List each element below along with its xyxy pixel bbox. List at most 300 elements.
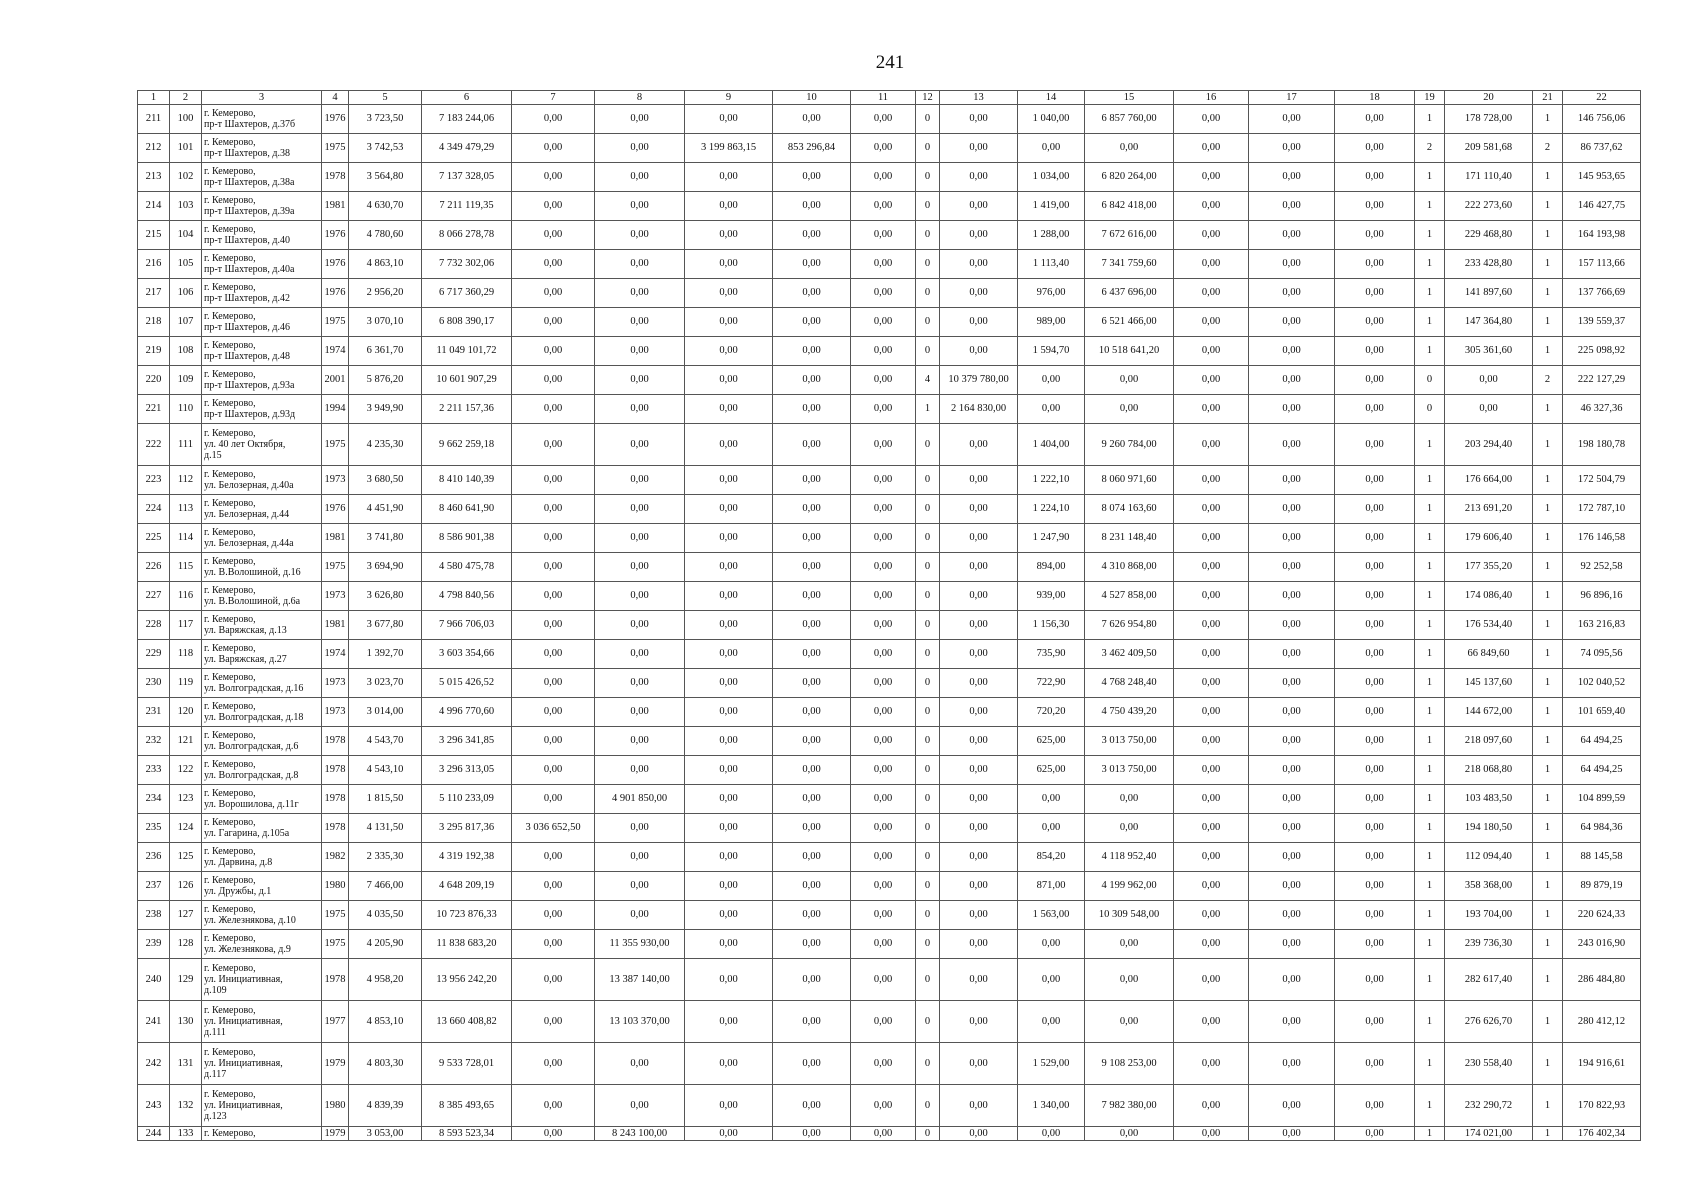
- table-cell: 0: [916, 1127, 940, 1141]
- table-cell: 0,00: [851, 308, 916, 337]
- table-cell: 0,00: [595, 279, 685, 308]
- table-cell: 216: [138, 250, 170, 279]
- table-cell: 1: [1533, 814, 1563, 843]
- table-cell: 0,00: [1249, 1043, 1335, 1085]
- table-cell: 1975: [322, 553, 349, 582]
- table-cell: 0,00: [512, 163, 595, 192]
- address-line: пр-т Шахтеров, д.37б: [204, 119, 296, 130]
- table-cell: 4 131,50: [349, 814, 422, 843]
- table-cell: 0,00: [1249, 785, 1335, 814]
- table-cell: 171 110,40: [1445, 163, 1533, 192]
- table-cell: 7 982 380,00: [1085, 1085, 1174, 1127]
- table-cell: 0,00: [1335, 553, 1415, 582]
- table-cell: 0,00: [685, 930, 773, 959]
- table-cell: 1: [1533, 843, 1563, 872]
- table-cell: 0,00: [685, 524, 773, 553]
- table-cell: 177 355,20: [1445, 553, 1533, 582]
- table-cell: 0,00: [773, 105, 851, 134]
- table-cell: 0,00: [595, 814, 685, 843]
- table-cell: 0,00: [1335, 163, 1415, 192]
- table-cell: 0,00: [1085, 814, 1174, 843]
- table-cell: 0,00: [773, 727, 851, 756]
- table-cell: 1: [1533, 698, 1563, 727]
- table-cell: 0,00: [1249, 495, 1335, 524]
- table-cell: 0,00: [595, 727, 685, 756]
- table-cell: 7 341 759,60: [1085, 250, 1174, 279]
- table-cell: 0,00: [1174, 105, 1249, 134]
- column-header: 11: [851, 91, 916, 105]
- table-cell: 280 412,12: [1563, 1001, 1641, 1043]
- table-cell: 209 581,68: [1445, 134, 1533, 163]
- table-cell: 0,00: [595, 1085, 685, 1127]
- table-cell: 0,00: [940, 901, 1018, 930]
- table-cell: 226: [138, 553, 170, 582]
- table-cell: 6 717 360,29: [422, 279, 512, 308]
- table-cell: 8 074 163,60: [1085, 495, 1174, 524]
- table-cell: 1: [1415, 901, 1445, 930]
- table-cell: 0,00: [1249, 308, 1335, 337]
- table-cell: 0,00: [685, 495, 773, 524]
- table-cell: 0,00: [1174, 901, 1249, 930]
- address-line: пр-т Шахтеров, д.40а: [204, 264, 295, 275]
- table-cell: 1: [1533, 1043, 1563, 1085]
- column-header: 9: [685, 91, 773, 105]
- table-cell: 0,00: [1018, 959, 1085, 1001]
- address-line: пр-т Шахтеров, д.46: [204, 322, 290, 333]
- table-cell: 0,00: [1018, 1127, 1085, 1141]
- table-cell: 218: [138, 308, 170, 337]
- table-cell: 735,90: [1018, 640, 1085, 669]
- column-header: 17: [1249, 91, 1335, 105]
- address-line: г. Кемерово,: [204, 469, 256, 480]
- table-cell: 231: [138, 698, 170, 727]
- address-cell: [202, 308, 322, 337]
- column-header: 1: [138, 91, 170, 105]
- table-cell: 222 127,29: [1563, 366, 1641, 395]
- table-cell: 1973: [322, 466, 349, 495]
- table-cell: 0,00: [1018, 785, 1085, 814]
- table-cell: 2001: [322, 366, 349, 395]
- table-cell: 1981: [322, 192, 349, 221]
- table-cell: 123: [170, 785, 202, 814]
- table-cell: 1: [1533, 930, 1563, 959]
- table-cell: 1981: [322, 524, 349, 553]
- table-cell: 66 849,60: [1445, 640, 1533, 669]
- table-cell: 1: [1415, 337, 1445, 366]
- table-cell: 0,00: [851, 134, 916, 163]
- table-cell: 0,00: [851, 843, 916, 872]
- table-cell: 7 211 119,35: [422, 192, 512, 221]
- address-line: г. Кемерово,: [204, 1128, 256, 1139]
- table-cell: 0,00: [512, 843, 595, 872]
- address-cell: [202, 221, 322, 250]
- table-cell: 112: [170, 466, 202, 495]
- address-line: ул. Белозерная, д.44а: [204, 538, 294, 549]
- table-cell: 0: [916, 279, 940, 308]
- table-cell: 1: [1415, 727, 1445, 756]
- table-cell: 0,00: [1249, 959, 1335, 1001]
- table-cell: 0,00: [1249, 105, 1335, 134]
- table-cell: 119: [170, 669, 202, 698]
- table-cell: 0,00: [773, 308, 851, 337]
- table-cell: 4 199 962,00: [1085, 872, 1174, 901]
- table-cell: 0: [916, 640, 940, 669]
- table-cell: 0,00: [685, 553, 773, 582]
- table-cell: 0,00: [940, 669, 1018, 698]
- table-cell: 0,00: [512, 337, 595, 366]
- table-cell: 104: [170, 221, 202, 250]
- table-cell: 0,00: [1335, 366, 1415, 395]
- table-cell: 0,00: [773, 901, 851, 930]
- table-cell: 2: [1415, 134, 1445, 163]
- table-cell: 0,00: [1085, 1127, 1174, 1141]
- table-cell: 8 410 140,39: [422, 466, 512, 495]
- table-cell: 1: [1533, 785, 1563, 814]
- table-cell: 0,00: [1249, 134, 1335, 163]
- table-cell: 1974: [322, 337, 349, 366]
- address-cell: [202, 105, 322, 134]
- table-cell: 3 741,80: [349, 524, 422, 553]
- table-cell: 114: [170, 524, 202, 553]
- table-cell: 0,00: [940, 495, 1018, 524]
- table-cell: 0,00: [595, 698, 685, 727]
- table-row: [138, 1127, 1641, 1141]
- address-line: г. Кемерово,: [204, 108, 256, 119]
- table-cell: 0,00: [851, 959, 916, 1001]
- table-cell: 625,00: [1018, 756, 1085, 785]
- table-cell: 0,00: [512, 582, 595, 611]
- table-cell: 217: [138, 279, 170, 308]
- table-cell: 1: [916, 395, 940, 424]
- table-cell: 108: [170, 337, 202, 366]
- table-row: [138, 959, 1641, 1001]
- table-cell: 1978: [322, 163, 349, 192]
- table-cell: 1976: [322, 105, 349, 134]
- table-cell: 105: [170, 250, 202, 279]
- column-header: 12: [916, 91, 940, 105]
- table-cell: 0,00: [773, 669, 851, 698]
- table-cell: 0,00: [685, 1127, 773, 1141]
- table-cell: 0,00: [1335, 640, 1415, 669]
- table-cell: 0,00: [595, 524, 685, 553]
- table-cell: 1973: [322, 582, 349, 611]
- table-cell: 224: [138, 495, 170, 524]
- table-cell: 227: [138, 582, 170, 611]
- address-line: г. Кемерово,: [204, 614, 256, 625]
- address-line: г. Кемерово,: [204, 1047, 256, 1058]
- table-cell: 0,00: [773, 250, 851, 279]
- table-cell: 0,00: [1174, 250, 1249, 279]
- table-cell: 2 335,30: [349, 843, 422, 872]
- table-cell: 193 704,00: [1445, 901, 1533, 930]
- table-cell: 0,00: [512, 495, 595, 524]
- table-cell: 0,00: [685, 669, 773, 698]
- table-cell: 0: [916, 843, 940, 872]
- table-cell: 0,00: [1174, 785, 1249, 814]
- table-cell: 1: [1415, 250, 1445, 279]
- table-cell: 0,00: [773, 1085, 851, 1127]
- table-cell: 0,00: [1174, 395, 1249, 424]
- table-cell: 0,00: [1335, 1085, 1415, 1127]
- table-cell: 0,00: [773, 640, 851, 669]
- column-header: 6: [422, 91, 512, 105]
- address-line: пр-т Шахтеров, д.38: [204, 148, 290, 159]
- table-cell: 0,00: [851, 163, 916, 192]
- address-line: ул. Варяжская, д.13: [204, 625, 287, 636]
- table-cell: 240: [138, 959, 170, 1001]
- table-cell: 10 723 876,33: [422, 901, 512, 930]
- table-cell: 5 015 426,52: [422, 669, 512, 698]
- table-cell: 0,00: [773, 221, 851, 250]
- table-cell: 0,00: [512, 669, 595, 698]
- table-row: [138, 872, 1641, 901]
- table-cell: 0,00: [512, 901, 595, 930]
- address-line: ул. Волгоградская, д.16: [204, 683, 304, 694]
- table-cell: 0,00: [595, 424, 685, 466]
- table-cell: 125: [170, 843, 202, 872]
- page-number: 241: [875, 52, 905, 73]
- address-cell: [202, 930, 322, 959]
- table-cell: 0,00: [1018, 134, 1085, 163]
- table-cell: 0,00: [851, 466, 916, 495]
- table-cell: 1: [1533, 495, 1563, 524]
- table-cell: 4 035,50: [349, 901, 422, 930]
- table-cell: 0,00: [512, 727, 595, 756]
- table-cell: 145 137,60: [1445, 669, 1533, 698]
- table-cell: 4 527 858,00: [1085, 582, 1174, 611]
- table-cell: 237: [138, 872, 170, 901]
- address-line: ул. Белозерная, д.40а: [204, 480, 294, 491]
- table-row: [138, 1043, 1641, 1085]
- address-line: ул. В.Волошиной, д.6а: [204, 596, 301, 607]
- table-cell: 0,00: [685, 756, 773, 785]
- table-cell: 3 564,80: [349, 163, 422, 192]
- table-cell: 0,00: [773, 1001, 851, 1043]
- table-cell: 215: [138, 221, 170, 250]
- table-cell: 939,00: [1018, 582, 1085, 611]
- table-cell: 0,00: [773, 524, 851, 553]
- table-cell: 0,00: [512, 279, 595, 308]
- column-header: 14: [1018, 91, 1085, 105]
- table-cell: 0,00: [940, 1043, 1018, 1085]
- table-cell: 0,00: [595, 582, 685, 611]
- table-cell: 4 803,30: [349, 1043, 422, 1085]
- table-cell: 1: [1533, 553, 1563, 582]
- table-cell: 0,00: [940, 134, 1018, 163]
- address-line: г. Кемерово,: [204, 282, 256, 293]
- table-cell: 0,00: [512, 221, 595, 250]
- table-cell: 0,00: [1085, 785, 1174, 814]
- table-cell: 233 428,80: [1445, 250, 1533, 279]
- table-cell: 0: [916, 337, 940, 366]
- address-line: г. Кемерово,: [204, 398, 256, 409]
- table-cell: 0,00: [1249, 337, 1335, 366]
- table-cell: 230 558,40: [1445, 1043, 1533, 1085]
- table-cell: 6 820 264,00: [1085, 163, 1174, 192]
- address-line: г. Кемерово,: [204, 195, 256, 206]
- table-cell: 1 288,00: [1018, 221, 1085, 250]
- table-cell: 0: [916, 163, 940, 192]
- table-cell: 0,00: [512, 1085, 595, 1127]
- address-cell: [202, 495, 322, 524]
- address-line: ул. Железнякова, д.10: [204, 915, 296, 926]
- address-cell: [202, 524, 322, 553]
- address-cell: [202, 698, 322, 727]
- table-cell: 0,00: [1249, 163, 1335, 192]
- table-cell: 107: [170, 308, 202, 337]
- table-cell: 0,00: [940, 843, 1018, 872]
- table-cell: 4 310 868,00: [1085, 553, 1174, 582]
- table-cell: 1: [1533, 901, 1563, 930]
- table-cell: 0,00: [1335, 727, 1415, 756]
- table-cell: 0,00: [1335, 901, 1415, 930]
- table-cell: 0,00: [773, 495, 851, 524]
- column-header: 4: [322, 91, 349, 105]
- table-cell: 232: [138, 727, 170, 756]
- table-cell: 1: [1533, 959, 1563, 1001]
- table-cell: 1: [1415, 1001, 1445, 1043]
- table-cell: 1: [1533, 640, 1563, 669]
- table-cell: 0,00: [940, 640, 1018, 669]
- table-cell: 1: [1415, 814, 1445, 843]
- table-cell: 0,00: [1249, 1085, 1335, 1127]
- table-cell: 0,00: [773, 366, 851, 395]
- table-cell: 0,00: [1249, 669, 1335, 698]
- table-cell: 0,00: [1018, 366, 1085, 395]
- table-cell: 0,00: [512, 756, 595, 785]
- table-cell: 282 617,40: [1445, 959, 1533, 1001]
- table-cell: 0,00: [1335, 959, 1415, 1001]
- address-cell: [202, 785, 322, 814]
- table-cell: 131: [170, 1043, 202, 1085]
- column-header: 20: [1445, 91, 1533, 105]
- table-cell: 64 984,36: [1563, 814, 1641, 843]
- table-cell: 0,00: [1174, 163, 1249, 192]
- table-cell: 3 036 652,50: [512, 814, 595, 843]
- table-cell: 203 294,40: [1445, 424, 1533, 466]
- table-cell: 0,00: [851, 1127, 916, 1141]
- table-cell: 0,00: [1174, 366, 1249, 395]
- table-cell: 0,00: [685, 1085, 773, 1127]
- table-cell: 0,00: [773, 163, 851, 192]
- table-cell: 239 736,30: [1445, 930, 1533, 959]
- table-row: [138, 611, 1641, 640]
- table-cell: 88 145,58: [1563, 843, 1641, 872]
- address-cell: [202, 843, 322, 872]
- table-cell: 1 529,00: [1018, 1043, 1085, 1085]
- table-row: [138, 105, 1641, 134]
- address-cell: [202, 901, 322, 930]
- address-cell: [202, 1127, 322, 1141]
- table-cell: 0,00: [1249, 582, 1335, 611]
- table-cell: 0,00: [1018, 814, 1085, 843]
- table-cell: 1 340,00: [1018, 1085, 1085, 1127]
- address-cell: [202, 553, 322, 582]
- address-cell: [202, 756, 322, 785]
- table-cell: 0,00: [1335, 611, 1415, 640]
- table-cell: 1: [1533, 611, 1563, 640]
- table-cell: 0,00: [940, 424, 1018, 466]
- table-cell: 1: [1415, 192, 1445, 221]
- table-cell: 3 053,00: [349, 1127, 422, 1141]
- table-cell: 853 296,84: [773, 134, 851, 163]
- table-cell: 4 996 770,60: [422, 698, 512, 727]
- table-cell: 0,00: [1335, 250, 1415, 279]
- table-cell: 214: [138, 192, 170, 221]
- table-cell: 1: [1415, 843, 1445, 872]
- table-cell: 112 094,40: [1445, 843, 1533, 872]
- table-cell: 238: [138, 901, 170, 930]
- table-cell: 7 672 616,00: [1085, 221, 1174, 250]
- table-cell: 0,00: [685, 640, 773, 669]
- table-cell: 4 580 475,78: [422, 553, 512, 582]
- table-cell: 5 876,20: [349, 366, 422, 395]
- table-cell: 0,00: [1085, 959, 1174, 1001]
- address-cell: [202, 1001, 322, 1043]
- table-cell: 0,00: [851, 495, 916, 524]
- table-cell: 234: [138, 785, 170, 814]
- table-cell: 1975: [322, 930, 349, 959]
- table-cell: 0,00: [1335, 582, 1415, 611]
- table-cell: 11 838 683,20: [422, 930, 512, 959]
- table-cell: 0,00: [512, 785, 595, 814]
- table-cell: 625,00: [1018, 727, 1085, 756]
- table-cell: 0,00: [685, 582, 773, 611]
- table-cell: 0,00: [1085, 1001, 1174, 1043]
- table-cell: 121: [170, 727, 202, 756]
- table-row: [138, 814, 1641, 843]
- table-cell: 0,00: [1174, 466, 1249, 495]
- table-cell: 1: [1533, 582, 1563, 611]
- table-cell: 229: [138, 640, 170, 669]
- table-cell: 8 060 971,60: [1085, 466, 1174, 495]
- table-cell: 0: [916, 134, 940, 163]
- table-cell: 0,00: [1335, 495, 1415, 524]
- table-cell: 74 095,56: [1563, 640, 1641, 669]
- table-cell: 0,00: [685, 901, 773, 930]
- table-cell: 0: [916, 308, 940, 337]
- table-cell: 0,00: [773, 959, 851, 1001]
- table-cell: 0,00: [940, 553, 1018, 582]
- address-line: пр-т Шахтеров, д.40: [204, 235, 290, 246]
- table-cell: 0,00: [1085, 366, 1174, 395]
- table-cell: 117: [170, 611, 202, 640]
- table-cell: 1976: [322, 250, 349, 279]
- table-cell: 0,00: [773, 1043, 851, 1085]
- table-cell: 174 086,40: [1445, 582, 1533, 611]
- table-cell: 163 216,83: [1563, 611, 1641, 640]
- table-cell: 0,00: [1335, 872, 1415, 901]
- table-cell: 4 630,70: [349, 192, 422, 221]
- table-row: [138, 337, 1641, 366]
- table-cell: 1974: [322, 640, 349, 669]
- table-cell: 0,00: [685, 250, 773, 279]
- table-cell: 0,00: [851, 1085, 916, 1127]
- table-cell: 1: [1533, 192, 1563, 221]
- table-cell: 3 296 341,85: [422, 727, 512, 756]
- table-cell: 0,00: [595, 134, 685, 163]
- address-line: ул. Инициативная,: [204, 974, 283, 985]
- address-line: д.109: [204, 985, 227, 996]
- table-cell: 0: [916, 930, 940, 959]
- table-cell: 146 756,06: [1563, 105, 1641, 134]
- table-cell: 3 603 354,66: [422, 640, 512, 669]
- table-cell: 235: [138, 814, 170, 843]
- table-cell: 0,00: [1249, 843, 1335, 872]
- address-line: г. Кемерово,: [204, 1089, 256, 1100]
- table-row: [138, 698, 1641, 727]
- table-cell: 4 543,70: [349, 727, 422, 756]
